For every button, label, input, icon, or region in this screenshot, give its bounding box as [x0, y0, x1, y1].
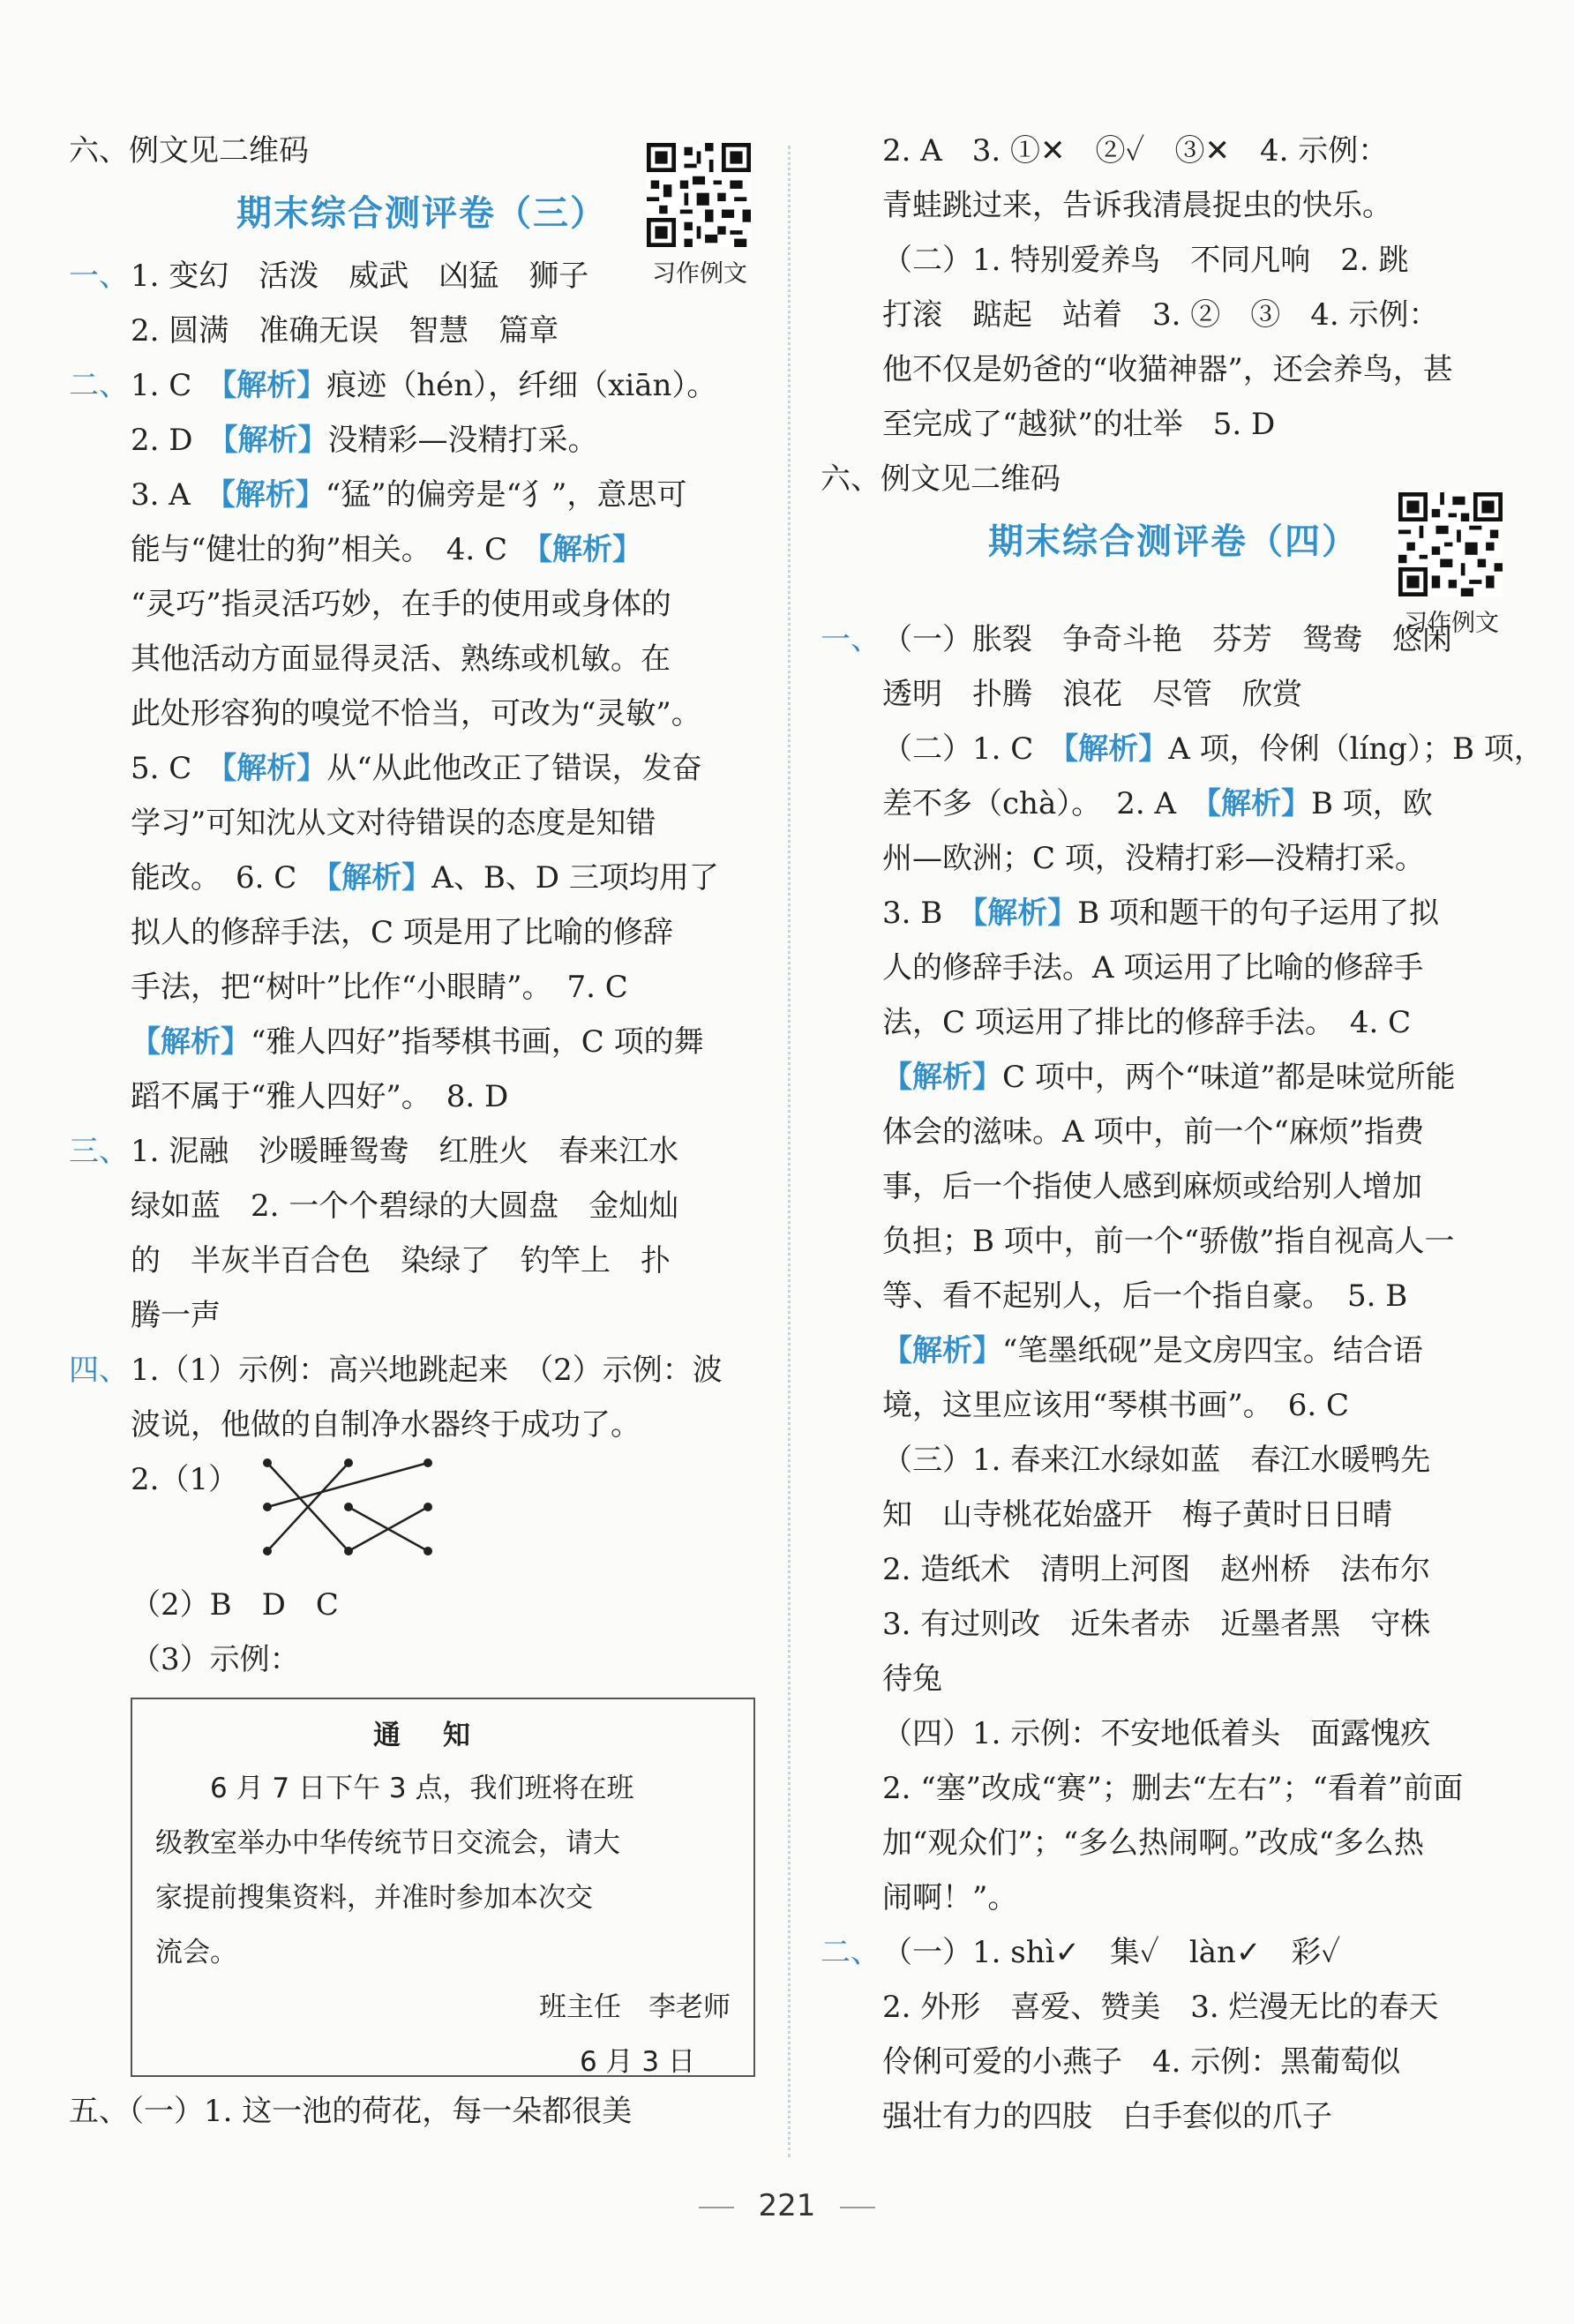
notice-box — [131, 1698, 755, 2077]
answer-line — [69, 1124, 755, 1179]
qr-caption: 习作例文 — [1404, 610, 1499, 637]
answer-line: 学习”可知沈从文对待错误的态度是知错 — [131, 806, 656, 841]
answer-line: 2. 造纸术 清明上河图 赵州桥 法布尔 — [882, 1552, 1431, 1587]
matching-lines-diagram — [260, 1452, 437, 1567]
answer-text: “笔墨纸砚”是文房四宝。结合语 — [1002, 1333, 1423, 1368]
match-dot — [344, 1547, 353, 1556]
left-column — [69, 124, 755, 2139]
answer-line: 拟人的修辞手法，C 项是用了比喻的修辞 — [131, 915, 673, 950]
answer-text: 2. D — [131, 423, 193, 458]
answer-text: C 项中，两个“味道”都是味觉所能 — [1002, 1060, 1456, 1095]
answer-line: 闹啊！”。 — [882, 1880, 1018, 1915]
answer-text: B 项和题干的句子运用了拟 — [1077, 896, 1440, 931]
analysis-tag: 【解析】 — [537, 532, 643, 567]
answer-line: （四）1. 示例：不安地低着头 面露愧疚 — [882, 1716, 1431, 1751]
answer-line — [69, 1343, 755, 1398]
match-dot — [263, 1503, 272, 1511]
section-marker: 二、 — [821, 1935, 881, 1970]
answer-line — [821, 722, 1544, 776]
exam-title-3: 期末综合测评卷（三） — [236, 193, 607, 234]
answer-line: 伶俐可爱的小燕子 4. 示例：黑葡萄似 — [882, 2044, 1401, 2080]
answer-line: 待兔 — [882, 1661, 942, 1697]
answer-line — [69, 413, 755, 468]
exam-title-4: 期末综合测评卷（四） — [988, 521, 1359, 562]
analysis-tag: 【解析】 — [222, 423, 328, 458]
answer-line: 境，这里应该用“琴棋书画”。 6. C — [882, 1388, 1350, 1423]
match-dot — [263, 1547, 272, 1556]
answer-line: 六、例文见二维码 — [821, 461, 1061, 497]
answer-line — [821, 1925, 1506, 1980]
section-marker: 二、 — [69, 368, 129, 403]
answer-line: 强壮有力的四肢 白手套似的爪子 — [882, 2099, 1332, 2134]
answer-line — [821, 1323, 1506, 1378]
answer-line: 打滚 踮起 站着 3. ② ③ 4. 示例： — [882, 297, 1439, 333]
qr-code-block — [1398, 492, 1504, 638]
answer-line: 3. 有过则改 近朱者赤 近墨者黑 守株 — [882, 1607, 1431, 1642]
answer-line: 体会的滋味。A 项中，前一个“麻烦”指费 — [882, 1114, 1425, 1150]
qr-caption: 习作例文 — [652, 260, 747, 288]
answer-text: “雅人四好”指琴棋书画，C 项的舞 — [251, 1024, 704, 1060]
answer-line: 法，C 项运用了排比的修辞手法。 4. C — [882, 1005, 1412, 1040]
answer-line — [69, 358, 755, 413]
answer-text: （一）1. shì✓ 集✓ làn✓ 彩✓ — [882, 1935, 1341, 1970]
answer-line: 青蛙跳过来，告诉我清晨捉虫的快乐。 — [882, 188, 1392, 223]
section-marker: 三、 — [69, 1134, 129, 1169]
answer-text: A、B、D 三项均用了 — [431, 860, 719, 896]
section-marker: 一、 — [69, 259, 129, 294]
notice-signer: 班主任 李老师 — [539, 1991, 731, 2023]
answer-line: 负担；B 项中，前一个“骄傲”指自视高人一 — [882, 1224, 1455, 1259]
notice-line: 家提前搜集资料，并准时参加本次交 — [155, 1882, 593, 1914]
left-line: 六、例文见二维码 — [69, 133, 309, 169]
answer-text: 1. 泥融 沙暖睡鸳鸯 红胜火 春来江水 — [131, 1134, 679, 1169]
analysis-tag: 【解析】 — [972, 896, 1078, 931]
section-marker: 一、 — [821, 622, 881, 657]
answer-line: 透明 扑腾 浪花 尽管 欣赏 — [882, 677, 1302, 712]
answer-text: （一）胀裂 争奇斗艳 芬芳 鸳鸯 悠闲 — [882, 622, 1452, 657]
answer-line: 2. 圆满 准确无误 智慧 篇章 — [131, 313, 559, 349]
analysis-tag: 【解析】 — [131, 1024, 251, 1060]
answer-text: 3. A — [131, 477, 191, 513]
match-dot — [263, 1458, 272, 1467]
answer-text: 2.（1） — [131, 1462, 239, 1497]
answer-line: 2. “塞”改成“赛”；删去“左右”；“看着”前面 — [882, 1771, 1464, 1806]
answer-line — [821, 1050, 1506, 1105]
right-column — [821, 124, 1544, 2144]
answer-text: 5. C — [131, 751, 192, 786]
column-divider — [788, 146, 791, 2157]
answer-text: 痕迹（hén），纤细（xiān）。 — [326, 368, 717, 403]
answer-line: 州—欧洲；C 项，没精打彩—没精打采。 — [882, 841, 1425, 876]
answer-line: 腾一声 — [131, 1298, 221, 1333]
qr-code-icon[interactable] — [1398, 492, 1503, 596]
answer-text: 从“从此他改正了错误，发奋 — [326, 751, 702, 786]
answer-line: （3）示例： — [131, 1642, 300, 1677]
footer-dash — [699, 2207, 734, 2208]
answer-line: 波说，他做的自制净水器终于成功了。 — [131, 1407, 641, 1443]
answer-text: （二）1. C — [882, 731, 1034, 767]
match-dot — [423, 1503, 432, 1511]
answer-line: 等、看不起别人，后一个指自豪。 5. B — [882, 1278, 1408, 1314]
analysis-tag: 【解析】 — [882, 1060, 1002, 1095]
analysis-tag: 【解析】 — [220, 477, 326, 513]
answer-line — [69, 468, 755, 522]
match-dot — [423, 1458, 432, 1467]
analysis-tag: 【解析】 — [221, 751, 327, 786]
answer-line — [821, 776, 1506, 831]
answer-line — [821, 886, 1506, 941]
answer-line: 蹈不属于“雅人四好”。 8. D — [131, 1079, 509, 1114]
answer-line: （2）B D C — [131, 1587, 339, 1623]
answer-line: （三）1. 春来江水绿如蓝 春江水暖鸭先 — [882, 1443, 1431, 1478]
qr-code-icon[interactable] — [647, 143, 751, 247]
page-number-footer — [0, 2188, 1574, 2223]
answer-line — [69, 851, 755, 905]
match-dot — [423, 1547, 432, 1556]
answer-line: 加“观众们”；“多么热闹啊。”改成“多么热 — [882, 1825, 1424, 1861]
answer-line — [69, 741, 755, 796]
answer-line: 其他活动方面显得灵活、熟练或机敏。在 — [131, 641, 671, 677]
answer-line: “灵巧”指灵活巧妙，在手的使用或身体的 — [131, 587, 671, 622]
answer-line: 人的修辞手法。A 项运用了比喻的修辞手 — [882, 950, 1424, 986]
page-number: 221 — [758, 2188, 816, 2223]
answer-line — [69, 1015, 755, 1069]
matching-block — [69, 1452, 755, 1578]
answer-text: 差不多（chà）。 2. A — [882, 786, 1177, 821]
notice-line: 流会。 — [155, 1937, 237, 1968]
match-line — [267, 1463, 428, 1507]
notice-date: 6 月 3 日 — [579, 2046, 695, 2078]
notice-title: 通知 — [373, 1720, 513, 1751]
answer-line: 知 山寺桃花始盛开 梅子黄时日日晴 — [882, 1497, 1392, 1533]
analysis-tag: 【解析】 — [1206, 786, 1312, 821]
answer-line: 事，后一个指使人感到麻烦或给别人增加 — [882, 1169, 1422, 1204]
answer-text: 1.（1）示例：高兴地跳起来 （2）示例：波 — [131, 1353, 723, 1388]
answer-line: 此处形容狗的嗅觉不恰当，可改为“灵敏”。 — [131, 696, 701, 731]
answer-line: 的 半灰半百合色 染绿了 钓竿上 扑 — [131, 1243, 671, 1278]
answer-text: 没精彩—没精打采。 — [327, 423, 598, 458]
answer-line: 至完成了“越狱”的壮举 5. D — [882, 407, 1276, 442]
answer-line: 手法，把“树叶”比作“小眼睛”。 7. C — [131, 970, 628, 1005]
answer-text: 能改。 6. C — [131, 860, 297, 896]
answer-line: 他不仅是奶爸的“收猫神器”，还会养鸟，甚 — [882, 352, 1453, 387]
match-dot — [344, 1503, 353, 1511]
answer-text: 能与“健壮的狗”相关。 4. C — [131, 532, 508, 567]
analysis-tag: 【解析】 — [882, 1333, 1002, 1368]
notice-line: 6 月 7 日下午 3 点，我们班将在班 — [210, 1773, 634, 1804]
analysis-tag: 【解析】 — [1063, 731, 1169, 767]
answer-text: 1. C — [131, 368, 192, 403]
answer-text: 五、（一）1. 这一池的荷花，每一朵都很美 — [69, 2094, 633, 2129]
answer-line: 2. A 3. ①✕ ②✓ ③✕ 4. 示例： — [882, 133, 1389, 169]
answer-line: 绿如蓝 2. 一个个碧绿的大圆盘 金灿灿 — [131, 1188, 679, 1224]
match-dot — [344, 1458, 353, 1467]
answer-text: B 项，欧 — [1311, 786, 1433, 821]
answer-line: （二）1. 特别爱养鸟 不同凡响 2. 跳 — [882, 243, 1409, 278]
analysis-tag: 【解析】 — [221, 368, 327, 403]
section-marker: 四、 — [69, 1353, 129, 1388]
answer-line: 2. 外形 喜爱、赞美 3. 烂漫无比的春天 — [882, 1990, 1439, 2025]
answer-line — [69, 2084, 755, 2139]
answer-line — [69, 522, 755, 577]
answer-text: 3. B — [882, 896, 943, 931]
notice-line: 级教室举办中华传统节日交流会，请大 — [155, 1827, 620, 1859]
analysis-tag: 【解析】 — [326, 860, 432, 896]
answer-text: A 项，伶俐（líng）；B 项， — [1168, 731, 1544, 767]
footer-dash — [840, 2207, 875, 2208]
qr-code-block — [647, 143, 753, 289]
answer-text: 1. 变幻 活泼 威武 凶猛 狮子 — [131, 259, 589, 294]
answer-text: “猛”的偏旁是“犭”，意思可 — [325, 477, 687, 513]
